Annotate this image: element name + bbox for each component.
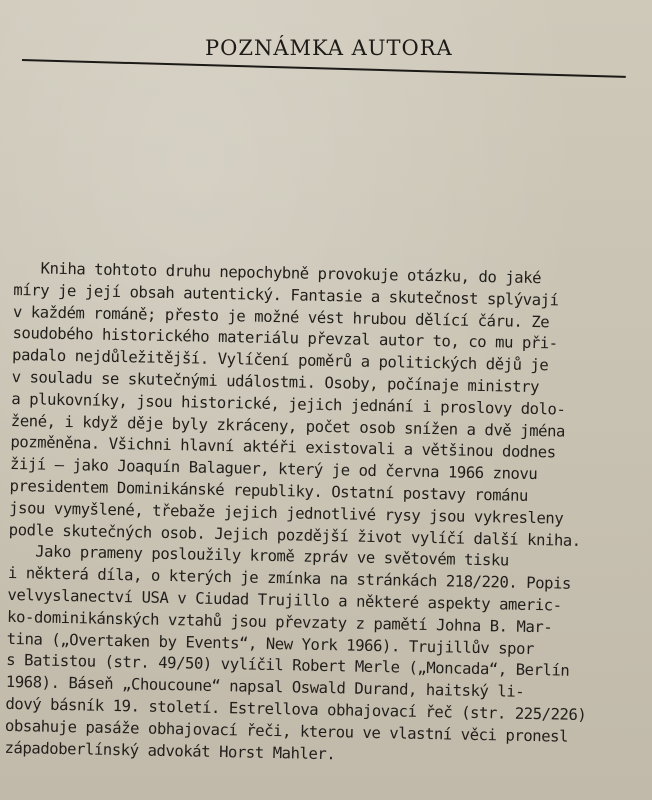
- text-line: míry je její obsah autentický. Fantasie a skutečnost splývají: [13, 280, 559, 310]
- text-line: 1968). Báseň „Choucoune“ napsal Oswald Durand, haitský li-: [5, 673, 525, 702]
- text-line: západoberlínský advokát Horst Mahler.: [4, 738, 336, 763]
- text-line: pozměněna. Všichni hlavní aktéři existovali a většinou dodnes: [10, 433, 556, 462]
- page-heading: POZNÁMKA AUTORA: [205, 36, 453, 60]
- text-line: a plukovníky, jsou historické, jejich jednání i proslovy dolo-: [11, 389, 566, 419]
- text-line: s Batistou (str. 49/50) vylíčil Robert Merle („Moncada“, Berlín: [6, 651, 570, 681]
- text-line: žijí — jako Joaquín Balaguer, který je od června 1966 znovu: [9, 455, 538, 484]
- text-line: v každém románě; přesto je možné vést hrubou dělící čáru. Ze: [12, 302, 550, 331]
- author-note-text: [4, 258, 634, 790]
- text-line: tina („Overtaken by Events“, New York 1966). Trujillův spor: [6, 629, 535, 658]
- text-line: jsou vymyšlené, třebaže jejich jednotlivé rysy jsou vykresleny: [9, 498, 564, 528]
- text-line: velvyslanectví USA v Ciudad Trujillo a některé aspekty americ-: [7, 585, 562, 615]
- text-line: i některá díla, o kterých je zmínka na stránkách 218/220. Popis: [7, 564, 572, 593]
- text-line: podle skutečných osob. Jejich pozdější život vylíčí další kniha.: [8, 520, 581, 550]
- text-line: ko-dominikánských vztahů jsou převzaty z pamětí Johna B. Mar-: [6, 607, 553, 637]
- heading-underline: [22, 59, 626, 78]
- text-line: presidentem Dominikánské republiky. Ostatní postavy románu: [9, 476, 529, 505]
- text-line: v souladu se skutečnými událostmi. Osoby, počínaje ministry: [11, 367, 540, 397]
- text-line: Kniha tohtoto druhu nepochybně provokuje otázku, do jaké: [13, 258, 542, 288]
- text-line: žené, i když děje byly zkráceny, počet osob snížen a dvě jména: [10, 411, 566, 441]
- text-line: Jako prameny posloužily kromě zpráv ve světovém tisku: [8, 542, 509, 570]
- text-line: padalo nejdůležitější. Vylíčení poměrů a politických dějů je: [11, 346, 549, 375]
- text-line: obsahuje pasáže obhajovací řeči, kterou ve vlastní věci pronesl: [4, 716, 569, 746]
- text-line: soudobého historického materiálu převzal autor to, co mu při-: [12, 324, 558, 353]
- text-line: dový básník 19. století. Estrellova obhajovací řeč (str. 225/226): [5, 694, 587, 725]
